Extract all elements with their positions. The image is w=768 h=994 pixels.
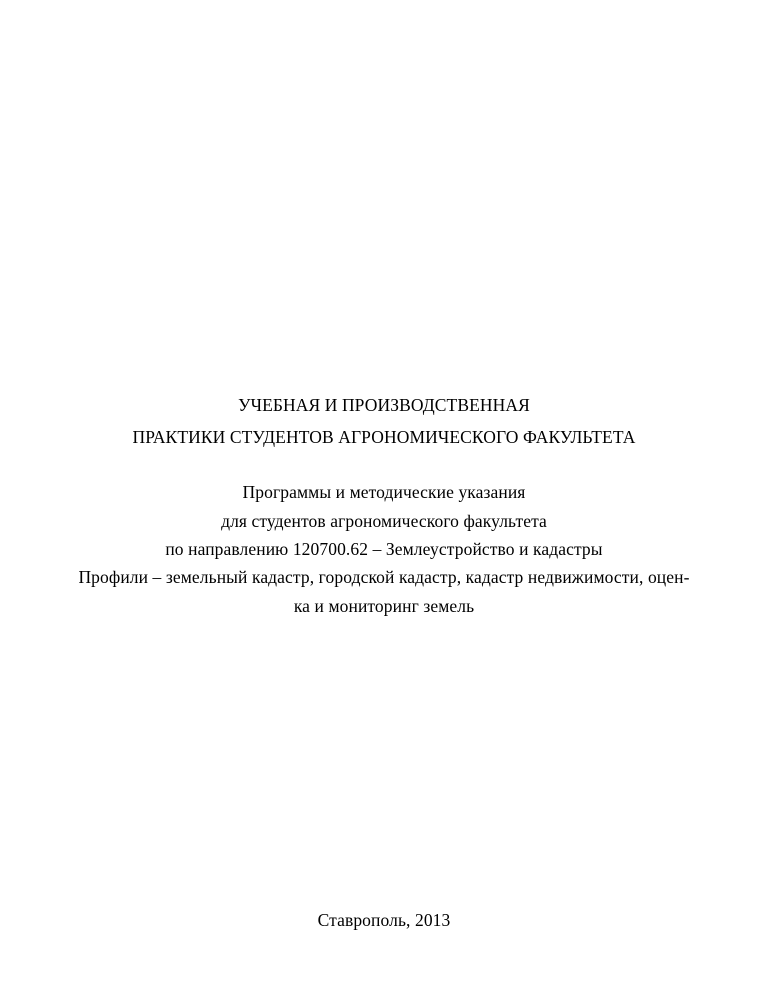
subtitle-line-4: Профили – земельный кадастр, городской кадастр, кадастр недвижимости, оцен- — [78, 567, 690, 587]
subtitle-line-3: по направлению 120700.62 – Землеустройство и кадастры — [165, 539, 603, 559]
city-year: Ставрополь, 2013 — [317, 910, 451, 930]
title-line-1: УЧЕБНАЯ И ПРОИЗВОДСТВЕННАЯ — [238, 395, 530, 415]
subtitle-line-5: ка и мониторинг земель — [293, 596, 475, 616]
subtitle-line-2: для студентов агрономического факультета — [221, 511, 547, 531]
subtitle-line-1: Программы и методические указания — [242, 482, 526, 502]
title-line-2: ПРАКТИКИ СТУДЕНТОВ АГРОНОМИЧЕСКОГО ФАКУЛЬТЕТА — [132, 427, 636, 447]
